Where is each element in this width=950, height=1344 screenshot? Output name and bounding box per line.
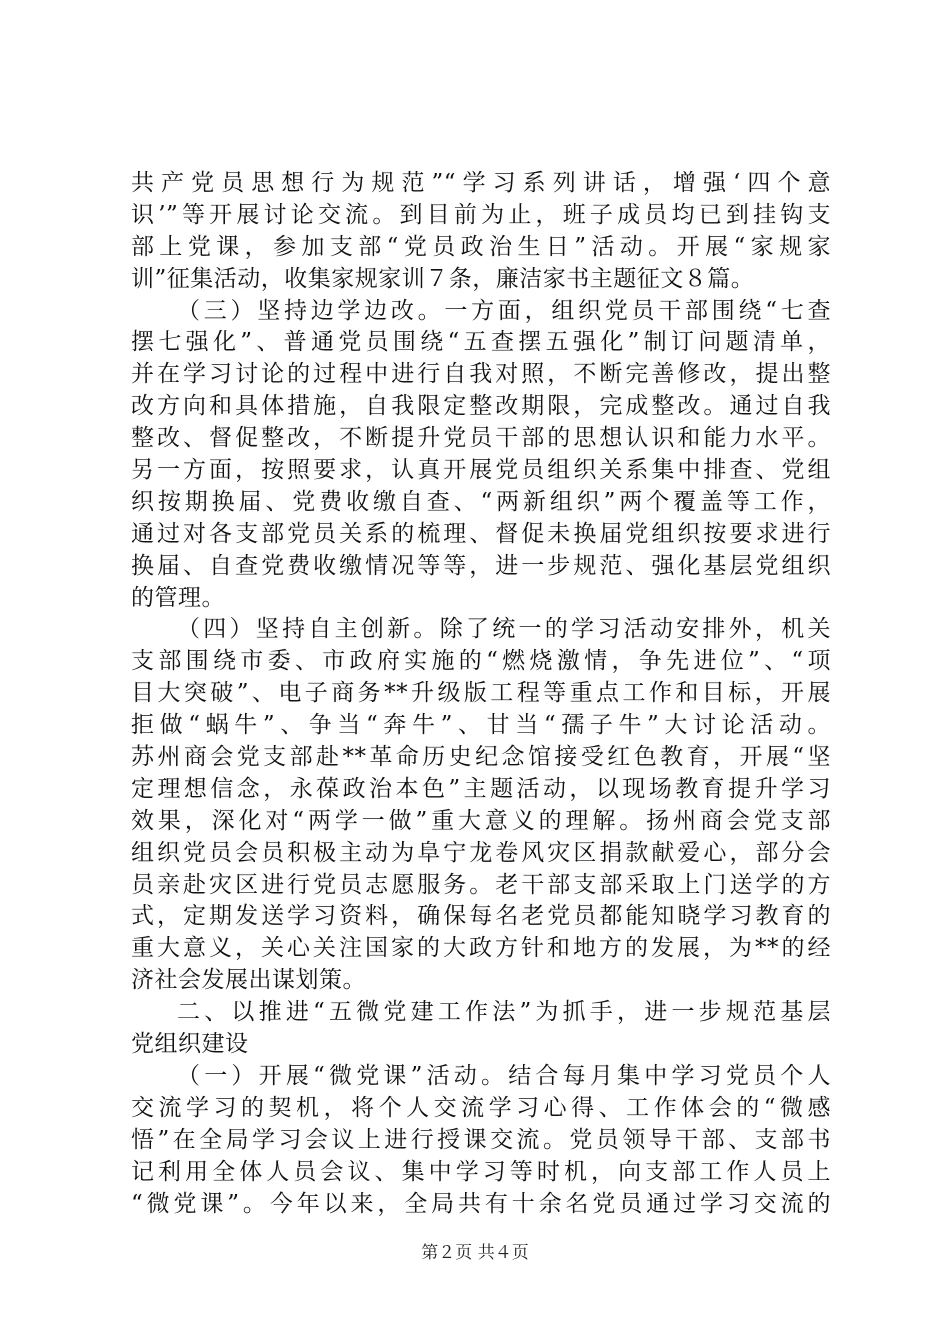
text-line: （四）坚持自主创新。除了统一的学习活动安排外，机关	[177, 616, 831, 643]
text-line: 部上党课，参加支部“党员政治生日”活动。开展“家规家	[131, 233, 831, 260]
text-line: 换届、自查党费收缴情况等等，进一步规范、强化基层党组织	[131, 552, 831, 579]
text-line: 效果，深化对“两学一做”重大意义的理解。扬州商会党支部	[131, 807, 831, 834]
text-line: 二、以推进“五微党建工作法”为抓手，进一步规范基层	[177, 999, 831, 1026]
text-line: 改方向和具体措施，自我限定整改期限，完成整改。通过自我	[131, 393, 831, 420]
text-line: 共产党员思想行为规范”“学习系列讲话，增强‘四个意	[131, 170, 831, 196]
text-line: 并在学习讨论的过程中进行自我对照，不断完善修改，提出整	[131, 361, 831, 388]
text-line: 另一方面，按照要求，认真开展党员组织关系集中排查、党组	[131, 457, 831, 484]
text-line: （三）坚持边学边改。一方面，组织党员干部围绕“七查	[177, 297, 831, 324]
text-line: （一）开展“微党课”活动。结合每月集中学习党员个人	[177, 1062, 831, 1089]
text-line: 党组织建设	[131, 1031, 249, 1058]
text-line: 悟”在全局学习会议上进行授课交流。党员领导干部、支部书	[131, 1126, 831, 1153]
text-line: 摆七强化”、普通党员围绕“五查摆五强化”制订问题清单，	[131, 329, 831, 356]
text-line: 训”征集活动，收集家规家训７条，廉洁家书主题征文８篇。	[131, 265, 755, 292]
text-line: 的管理。	[131, 584, 225, 611]
text-line: 重大意义，关心关注国家的大政方针和地方的发展，为**的经	[131, 935, 831, 962]
text-line: 式，定期发送学习资料，确保每名老党员都能知晓学习教育的	[131, 903, 831, 930]
document-body	[131, 168, 831, 1220]
text-line: 目大突破”、电子商务**升级版工程等重点工作和目标，开展	[131, 680, 831, 707]
text-line: 识’”等开展讨论交流。到目前为止，班子成员均已到挂钩支	[131, 201, 831, 228]
text-line: 苏州商会党支部赴**革命历史纪念馆接受红色教育，开展“坚	[131, 744, 831, 771]
text-line: 定理想信念，永葆政治本色”主题活动，以现场教育提升学习	[131, 775, 831, 802]
text-line: 记利用全体人员会议、集中学习等时机，向支部工作人员上	[131, 1158, 831, 1185]
text-line: 支部围绕市委、市政府实施的“燃烧激情，争先进位”、“项	[131, 648, 831, 675]
text-line: 交流学习的契机，将个人交流学习心得、工作体会的“微感	[131, 1094, 831, 1121]
text-line: 员亲赴灾区进行党员志愿服务。老干部支部采取上门送学的方	[131, 871, 831, 898]
text-line: 组织党员会员积极主动为阜宁龙卷风灾区捐款献爱心，部分会	[131, 839, 831, 866]
text-line: 济社会发展出谋划策。	[131, 967, 366, 994]
page-footer: 第２页 共４页	[421, 1243, 529, 1263]
text-line: “微党课”。今年以来，全局共有十余名党员通过学习交流的	[131, 1190, 831, 1217]
text-line: 通过对各支部党员关系的梳理、督促未换届党组织按要求进行	[131, 520, 831, 547]
text-line: 整改、督促整改，不断提升党员干部的思想认识和能力水平。	[131, 425, 831, 452]
text-line: 织按期换届、党费收缴自查、“两新组织”两个覆盖等工作，	[131, 488, 831, 515]
text-line: 拒做“蜗牛”、争当“奔牛”、甘当“孺子牛”大讨论活动。	[131, 712, 831, 739]
